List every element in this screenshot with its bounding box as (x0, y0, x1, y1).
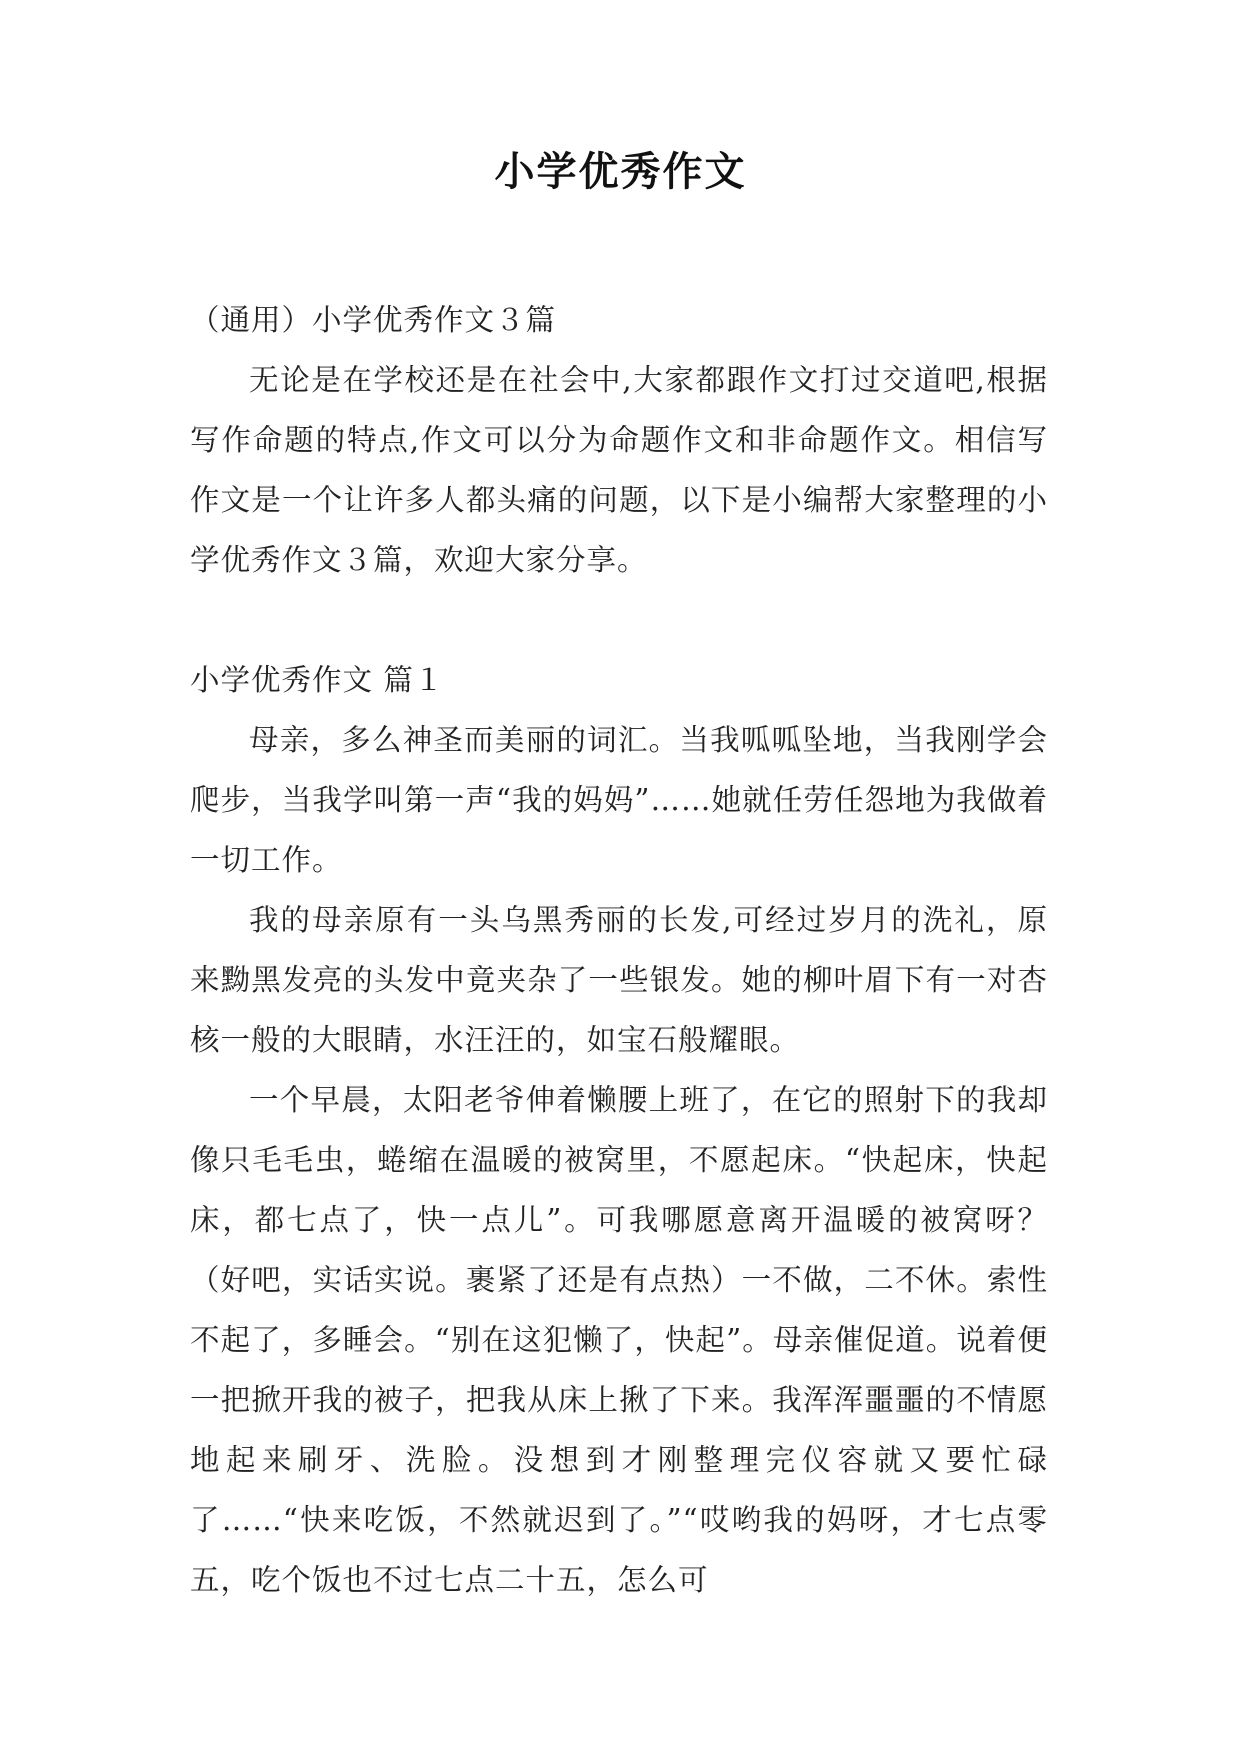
body-paragraph: 母亲，多么神圣而美丽的词汇。当我呱呱坠地，当我刚学会爬步，当我学叫第一声“我的妈妈”……她就任劳任怨地为我做着一切工作。 (190, 723, 1048, 877)
body-paragraph: 一个早晨，太阳老爷伸着懒腰上班了，在它的照射下的我却像只毛毛虫，蜷缩在温暖的被窝里，不愿起床。“快起床，快起床，都七点了，快一点儿”。可我哪愿意离开温暖的被窝呀？（好吧，实话实说。裹紧了还是有点热）一不做，二不休。索性不起了，多睡会。“别在这犯懒了，快起”。母亲催促道。说着便一把掀开我的被子，把我从床上揪了下来。我浑浑噩噩的不情愿地起来刷牙、洗脸。没想到才刚整理完仪容就又要忙碌了……“快来吃饭，不然就迟到了。”“哎哟我的妈呀，才七点零五，吃个饭也不过七点二十五，怎么可 (190, 1083, 1048, 1597)
document-subtitle: （通用）小学优秀作文３篇 (190, 303, 557, 337)
section-heading: 小学优秀作文 篇１ (190, 663, 445, 697)
document-title: 小学优秀作文 (494, 149, 747, 195)
intro-paragraph: 无论是在学校还是在社会中,大家都跟作文打过交道吧,根据写作命题的特点,作文可以分为命题作文和非命题作文。相信写作文是一个让许多人都头痛的问题，以下是小编帮大家整理的小学优秀作文３篇，欢迎大家分享。 (190, 363, 1048, 577)
body-paragraph: 我的母亲原有一头乌黑秀丽的长发,可经过岁月的洗礼，原来黝黑发亮的头发中竟夹杂了一些银发。她的柳叶眉下有一对杏核一般的大眼睛，水汪汪的，如宝石般耀眼。 (190, 903, 1048, 1057)
document-body (190, 290, 1048, 1610)
